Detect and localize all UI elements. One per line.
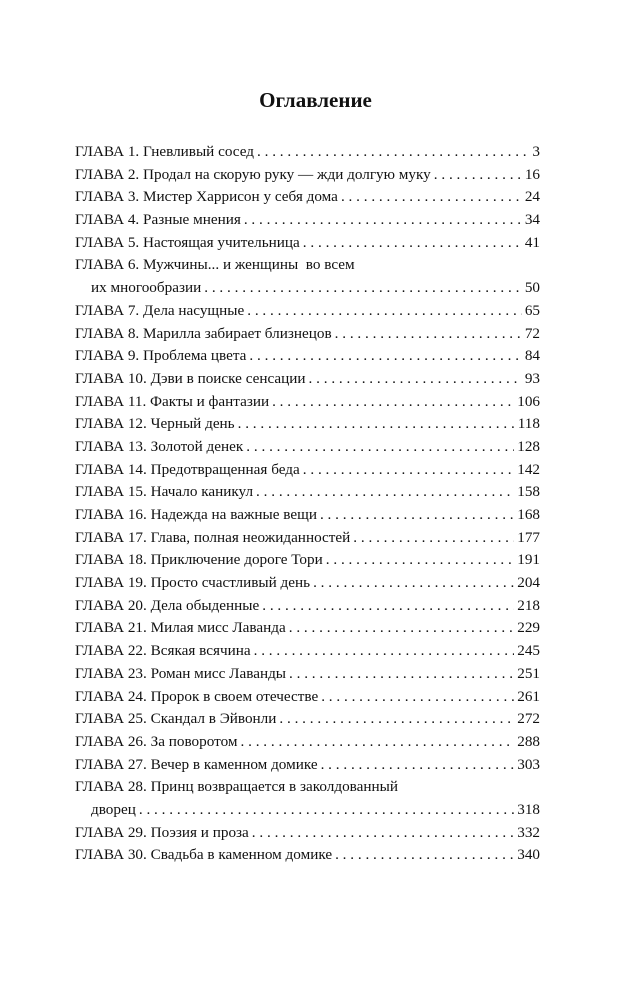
toc-entry-continuation: [75, 799, 540, 822]
toc-entry-title: ГЛАВА 6. Мужчины... и женщины во всем: [75, 256, 355, 274]
toc-leader-dots: [262, 595, 514, 618]
toc-page-number: 106: [517, 392, 540, 410]
toc-page-number: 340: [517, 846, 540, 864]
toc-entry-title: ГЛАВА 18. Приключение дороге Тори: [75, 551, 323, 569]
toc-entry: [75, 527, 540, 550]
toc-leader-dots: [246, 436, 514, 459]
toc-entry: [75, 731, 540, 754]
toc-page-number: 303: [517, 755, 540, 773]
toc-page-number: 158: [517, 483, 540, 501]
toc-leader-dots: [335, 323, 522, 346]
toc-page-number: 93: [524, 369, 540, 387]
toc-leader-dots: [434, 164, 522, 187]
toc-entry: [75, 368, 540, 391]
toc-entry-line: [75, 186, 540, 209]
toc-page-number: 251: [517, 664, 540, 682]
toc-entry-line: [75, 754, 540, 777]
toc-entry-title: дворец: [91, 800, 136, 818]
toc-entry-title: ГЛАВА 12. Черный день: [75, 415, 235, 433]
toc-entry-title: ГЛАВА 28. Принц возвращается в заколдованный: [75, 778, 398, 796]
toc-entry: [75, 708, 540, 731]
toc-entry-line: [75, 164, 540, 187]
toc-leader-dots: [321, 686, 514, 709]
toc-entry: [75, 300, 540, 323]
toc-leader-dots: [353, 527, 514, 550]
toc-entry-title: ГЛАВА 3. Мистер Харрисон у себя дома: [75, 188, 338, 206]
toc-entry: [75, 164, 540, 187]
toc-leader-dots: [321, 754, 515, 777]
toc-entry-title: ГЛАВА 27. Вечер в каменном домике: [75, 755, 318, 773]
toc-entry: [75, 504, 540, 527]
toc-entry-title: ГЛАВА 21. Милая мисс Лаванда: [75, 619, 286, 637]
toc-entry: [75, 595, 540, 618]
toc-leader-dots: [252, 822, 514, 845]
toc-entry-line: [75, 504, 540, 527]
toc-entry: [75, 459, 540, 482]
toc-entry: [75, 754, 540, 777]
toc-entry-line: [75, 368, 540, 391]
toc-page-number: 204: [517, 574, 540, 592]
toc-leader-dots: [341, 186, 522, 209]
toc-entry-title: ГЛАВА 15. Начало каникул: [75, 483, 254, 501]
toc-page-number: 128: [517, 437, 540, 455]
toc-page-number: 261: [517, 687, 540, 705]
toc-entry-line: [75, 822, 540, 845]
toc-entry-line: [75, 527, 540, 550]
toc-entry-title: ГЛАВА 16. Надежда на важные вещи: [75, 506, 317, 523]
toc-entry: [75, 391, 540, 414]
toc-entry-title: ГЛАВА 26. За поворотом: [75, 732, 238, 750]
toc-entry: [75, 663, 540, 686]
toc-page-number: 65: [524, 301, 540, 319]
toc-entry-line: [75, 844, 540, 867]
toc-leader-dots: [303, 459, 514, 482]
toc-entry-line: [75, 663, 540, 686]
toc-leader-dots: [335, 844, 514, 867]
toc-entry-line: [75, 391, 540, 414]
toc-page-number: 245: [517, 642, 540, 660]
toc-leader-dots: [256, 481, 514, 504]
toc-leader-dots: [238, 413, 515, 436]
toc-entry: [75, 413, 540, 436]
toc-entry-title: их многообразии: [91, 279, 202, 297]
toc-entry-line: [75, 209, 540, 232]
toc-leader-dots: [279, 708, 514, 731]
toc-leader-dots: [289, 663, 514, 686]
toc-entry-title: ГЛАВА 29. Поэзия и проза: [75, 823, 249, 841]
toc-page-number: 41: [524, 233, 540, 251]
toc-leader-dots: [313, 572, 514, 595]
page-title: Оглавление: [259, 88, 372, 112]
toc-entry-line: [75, 731, 540, 754]
toc-page-number: 318: [517, 800, 540, 818]
toc-page-number: 177: [517, 528, 540, 546]
toc-entry-title: ГЛАВА 24. Пророк в своем отечестве: [75, 687, 319, 705]
toc-entry: [75, 686, 540, 709]
toc-entry: [75, 640, 540, 663]
toc-entry-title: ГЛАВА 13. Золотой денек: [75, 437, 244, 455]
toc-entry-title: ГЛАВА 5. Настоящая учительница: [75, 233, 300, 251]
toc-entry-title: ГЛАВА 23. Роман мисс Лаванды: [75, 664, 286, 682]
toc-entry-line: [75, 686, 540, 709]
toc-page-number: 229: [517, 619, 540, 637]
toc-leader-dots: [254, 640, 515, 663]
toc-entry-line: [75, 617, 540, 640]
toc-entry-line: [75, 708, 540, 731]
toc-entry-line: [75, 254, 540, 277]
toc-page-number: 272: [517, 710, 540, 728]
toc-entry: [75, 323, 540, 346]
toc-entry: [75, 481, 540, 504]
toc-page-number: 84: [524, 347, 540, 365]
toc-entry-title: ГЛАВА 25. Скандал в Эйвонли: [75, 710, 277, 728]
toc-entry-line: [75, 413, 540, 436]
toc-entry: [75, 776, 540, 821]
toc-leader-dots: [247, 300, 522, 323]
toc-entry: [75, 232, 540, 255]
toc-leader-dots: [257, 141, 529, 164]
toc-entry-title: ГЛАВА 2. Продал на скорую руку — жди долгую муку: [75, 165, 431, 183]
toc-entry: [75, 436, 540, 459]
toc-entry-line: [75, 323, 540, 346]
toc-entry-line: [75, 572, 540, 595]
toc-entry-line: [75, 459, 540, 482]
toc-entry-title: ГЛАВА 19. Просто счастливый день: [75, 574, 311, 592]
toc-entry: [75, 254, 540, 299]
toc-entry-line: [75, 141, 540, 164]
toc-entry-title: ГЛАВА 10. Дэви в поиске сенсации: [75, 369, 306, 387]
toc-page-number: 50: [524, 279, 540, 297]
toc-entry-title: ГЛАВА 1. Гневливый сосед: [75, 143, 254, 160]
toc-entry: [75, 549, 540, 572]
toc-page-number: 3: [532, 143, 540, 160]
toc-entry-line: [75, 436, 540, 459]
toc-entry-continuation: [75, 277, 540, 300]
toc-page-number: 24: [524, 188, 540, 206]
toc-entry-line: [75, 300, 540, 323]
toc-leader-dots: [303, 232, 522, 255]
toc-page-number: 168: [517, 506, 540, 523]
toc-leader-dots: [244, 209, 522, 232]
toc-leader-dots: [139, 799, 514, 822]
toc-leader-dots: [241, 731, 515, 754]
toc-page-number: 118: [517, 415, 540, 433]
toc-entry-line: [75, 232, 540, 255]
toc-entry-title: ГЛАВА 20. Дела обыденные: [75, 596, 260, 614]
toc-page-number: 34: [524, 211, 540, 229]
toc-page-number: 218: [517, 596, 540, 614]
toc-entry: [75, 141, 540, 164]
toc-entry: [75, 844, 540, 867]
toc-entry-title: ГЛАВА 30. Свадьба в каменном домике: [75, 846, 333, 864]
toc-entry-line: [75, 345, 540, 368]
toc-leader-dots: [204, 277, 522, 300]
toc-entry-title: ГЛАВА 11. Факты и фантазии: [75, 392, 270, 410]
toc-entry-title: ГЛАВА 14. Предотвращенная беда: [75, 460, 300, 478]
toc-entry: [75, 822, 540, 845]
table-of-contents: [75, 141, 540, 867]
toc-entry-line: [75, 595, 540, 618]
toc-leader-dots: [289, 617, 514, 640]
toc-page-number: 142: [517, 460, 540, 478]
toc-entry-title: ГЛАВА 8. Марилла забирает близнецов: [75, 324, 332, 342]
toc-entry-title: ГЛАВА 17. Глава, полная неожиданностей: [75, 528, 351, 546]
toc-entry: [75, 186, 540, 209]
toc-entry-line: [75, 549, 540, 572]
toc-entry-title: ГЛАВА 7. Дела насущные: [75, 301, 245, 319]
toc-page-number: 191: [517, 551, 540, 569]
toc-leader-dots: [272, 391, 514, 414]
toc-entry-title: ГЛАВА 9. Проблема цвета: [75, 347, 247, 365]
toc-entry-title: ГЛАВА 4. Разные мнения: [75, 211, 241, 229]
toc-entry: [75, 572, 540, 595]
toc-entry: [75, 617, 540, 640]
toc-entry: [75, 345, 540, 368]
toc-page-number: 332: [517, 823, 540, 841]
toc-page-number: 72: [524, 324, 540, 342]
toc-leader-dots: [309, 368, 522, 391]
toc-leader-dots: [249, 345, 521, 368]
toc-page-number: 288: [517, 732, 540, 750]
toc-entry-line: [75, 776, 540, 799]
toc-entry-line: [75, 640, 540, 663]
toc-entry-line: [75, 481, 540, 504]
toc-entry-title: ГЛАВА 22. Всякая всячина: [75, 642, 251, 660]
toc-leader-dots: [320, 504, 514, 527]
toc-page-number: 16: [524, 165, 540, 183]
toc-leader-dots: [326, 549, 514, 572]
toc-entry: [75, 209, 540, 232]
